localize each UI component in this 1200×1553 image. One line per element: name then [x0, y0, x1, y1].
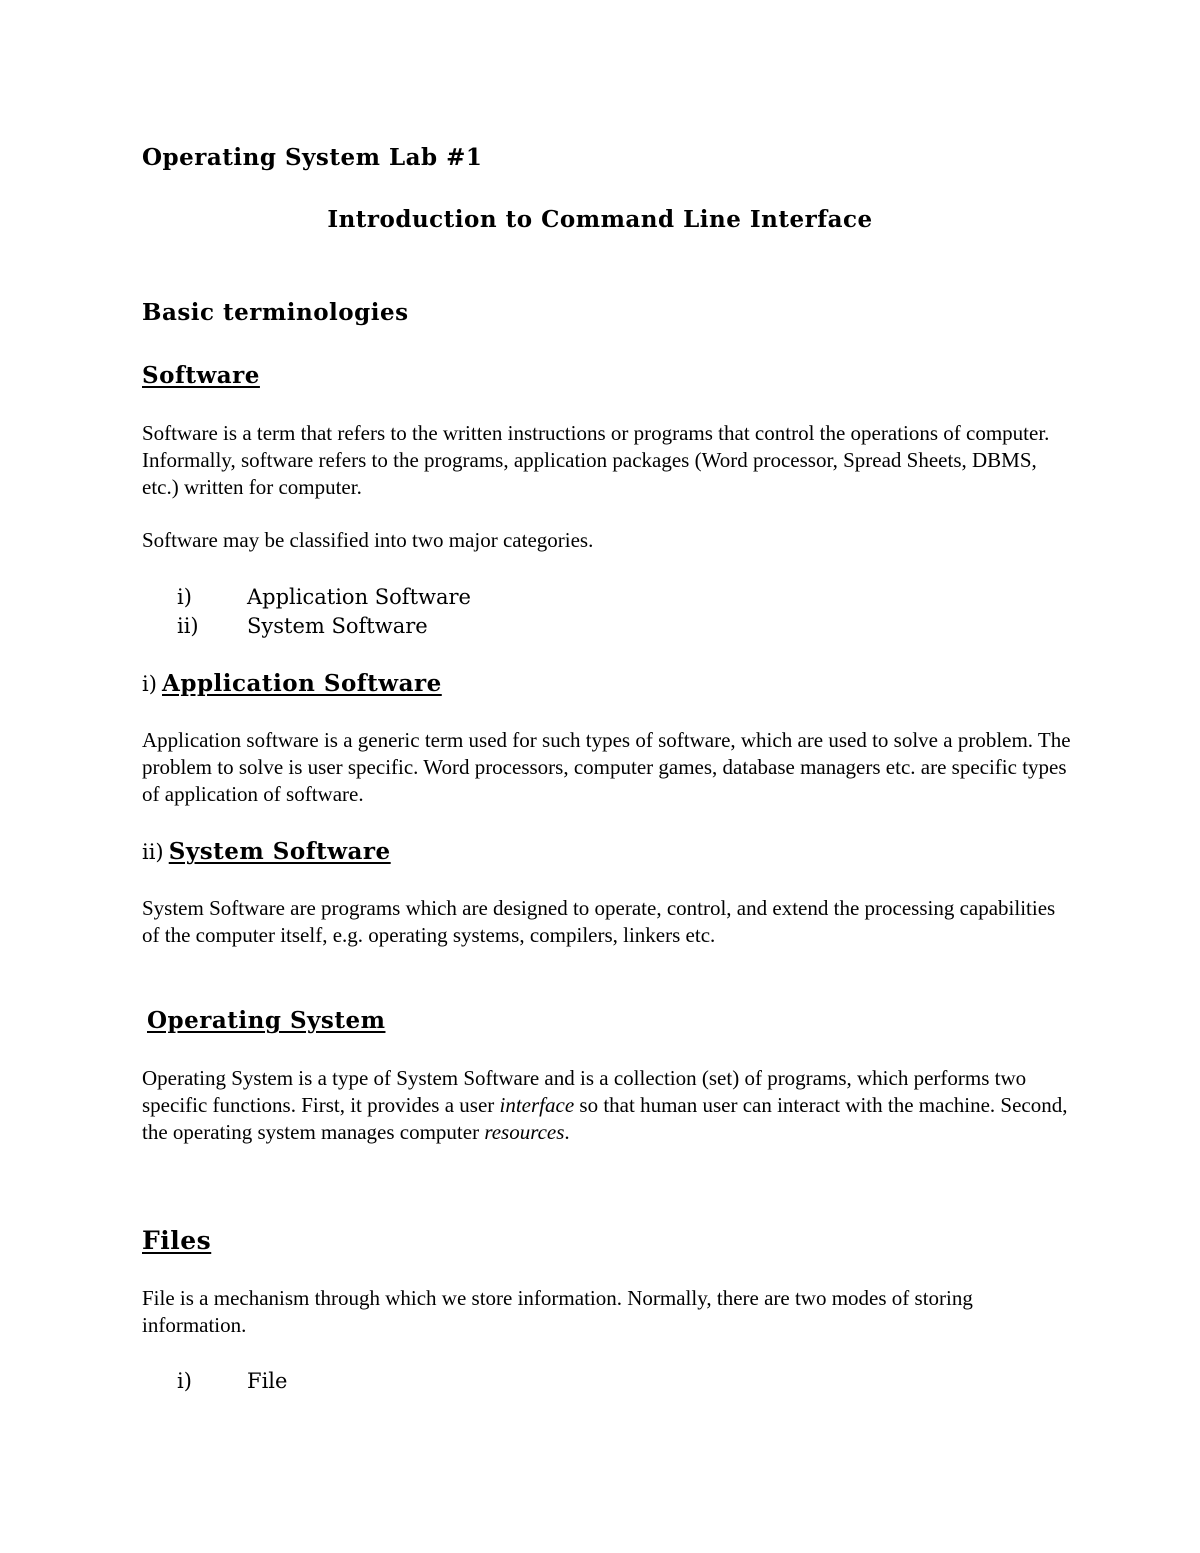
system-software-heading-row — [142, 840, 391, 863]
application-software-prefix: i) — [142, 672, 157, 696]
files-heading: Files — [142, 1226, 212, 1255]
software-categories-paragraph: Software may be classified into two major categories. — [142, 528, 594, 552]
operating-system-heading: Operating System — [147, 1007, 386, 1034]
software-heading: Software — [142, 362, 260, 389]
operating-system-paragraph — [142, 1065, 1072, 1146]
application-software-paragraph: Application software is a generic term used for such types of software, which are used to solve a problem. The problem to solve is user specific. Word processors, computer games, database managers etc. are specific types of application of software. — [142, 728, 1071, 806]
application-software-heading-row — [142, 672, 442, 695]
software-list-item-1: Application Software — [247, 585, 471, 609]
files-list-item-1: File — [247, 1369, 288, 1393]
interface-emphasis: interface — [499, 1093, 575, 1117]
system-software-paragraph: System Software are programs which are designed to operate, control, and extend the processing capabilities of the computer itself, e.g. operating systems, compilers, linkers etc. — [142, 896, 1056, 947]
main-title: Introduction to Command Line Interface — [327, 206, 873, 233]
basic-terminologies-heading: Basic terminologies — [142, 299, 409, 326]
files-paragraph: File is a mechanism through which we store information. Normally, there are two modes of storing information. — [142, 1286, 973, 1337]
system-software-prefix: ii) — [142, 840, 164, 864]
files-list-number-1: i) — [177, 1369, 192, 1393]
lab-title: Operating System Lab #1 — [142, 144, 483, 171]
application-software-heading: Application Software — [162, 670, 442, 697]
operating-system-text-1: Operating System is a type of System Software and is a collection (set) of programs, which performs two specific functions. First, it provides a user — [142, 1066, 1027, 1117]
operating-system-text-3: . — [564, 1120, 570, 1144]
software-paragraph: Software is a term that refers to the written instructions or programs that control the operations of computer. Informally, software refers to the programs, application packages (Word processor, Spread Sheets, DBMS, etc.) written for computer. — [142, 421, 1050, 499]
software-list-number-2: ii) — [177, 614, 199, 638]
resources-emphasis: resources — [484, 1120, 565, 1144]
system-software-heading: System Software — [168, 838, 391, 865]
software-list-item-2: System Software — [247, 614, 428, 638]
operating-system-text-2: so that human user can interact with the machine. Second, the operating system manages computer — [142, 1093, 1068, 1144]
software-list-number-1: i) — [177, 585, 192, 609]
